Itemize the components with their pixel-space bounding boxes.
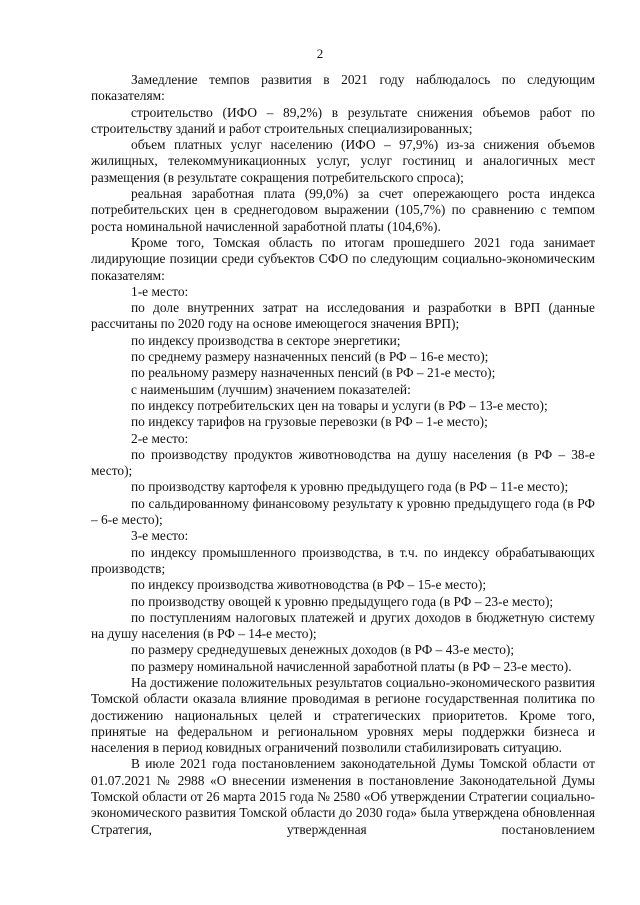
- list-item: по среднему размеру назначенных пенсий (в РФ – 16-е место);: [131, 349, 489, 365]
- list-item: по индексу производства животноводства (в РФ – 15-е место);: [131, 577, 487, 593]
- list-item: по производству картофеля к уровню предыдущего года (в РФ – 11-е место);: [131, 479, 569, 495]
- list-item: по индексу тарифов на грузовые перевозки (в РФ – 1-е место);: [131, 414, 488, 430]
- list-item: по размеру номинальной начисленной заработной платы (в РФ – 23-е место).: [131, 658, 572, 674]
- paragraph: строительство (ИФО – 89,2%) в результате снижения объемов работ по строительству зданий и работ строительных специализированных;: [91, 104, 595, 136]
- list-item: по реальному размеру назначенных пенсий (в РФ – 21-е место);: [131, 365, 496, 381]
- list-item: с наименьшим (лучшим) значением показателей:: [131, 381, 411, 397]
- list-item: по производству овощей к уровню предыдущего года (в РФ – 23-е место);: [131, 593, 554, 609]
- paragraph: Замедление темпов развития в 2021 году наблюдалось по следующим показателям:: [91, 72, 595, 104]
- document-body: [91, 72, 595, 838]
- list-item: по поступлениям налоговых платежей и других доходов в бюджетную систему на душу населения (в РФ – 14-е место);: [91, 609, 595, 642]
- paragraph: объем платных услуг населению (ИФО – 97,9%) из-за снижения объемов жилищных, телекоммуникационных услуг, услуг гостиниц и аналогичных мест размещения (в результате сокращения потребительского спроса);: [91, 137, 595, 185]
- list-item: по индексу потребительских цен на товары и услуги (в РФ – 13-е место);: [131, 397, 548, 413]
- list-item: по индексу производства в секторе энергетики;: [131, 332, 401, 348]
- list-heading: 1-е место:: [131, 283, 189, 299]
- list-item: по производству продуктов животноводства на душу населения (в РФ – 38-е место);: [91, 446, 595, 479]
- paragraph: В июле 2021 года постановлением законодательной Думы Томской области от 01.07.2021 № 2988 «О внесении изменения в постановление Законодательной Думы Томской области от 26 марта 2015 года № 2580 «Об утверждении Стратегии социально-экономического развития Томской области до 2030 года» была утверждена обновленная Стратегия, утвержденная постановлением: [91, 756, 595, 837]
- list-item: по индексу промышленного производства, в т.ч. по индексу обрабатывающих производств;: [91, 544, 595, 576]
- page-number: 2: [316, 46, 324, 61]
- list-heading: 3-е место:: [131, 528, 189, 544]
- paragraph: На достижение положительных результатов социально-экономического развития Томской области оказала влияние проводимая в регионе государственная политика по достижению национальных целей и стратегических приоритетов. Кроме того, принятые на федеральном и региональном уровнях меры поддержки бизнеса и населения в период ковидных ограничений позволили стабилизировать ситуацию.: [91, 674, 595, 756]
- list-item: по сальдированному финансовому результату к уровню предыдущего года (в РФ – 6-е место);: [91, 495, 595, 528]
- list-item: по размеру среднедушевых денежных доходов (в РФ – 43-е место);: [131, 642, 515, 658]
- list-item: по доле внутренних затрат на исследования и разработки в ВРП (данные рассчитаны по 2020 году на основе имеющегося значения ВРП);: [91, 300, 595, 332]
- list-heading: 2-е место:: [131, 430, 189, 446]
- paragraph: реальная заработная плата (99,0%) за счет опережающего роста индекса потребительских цен в среднегодовом выражении (105,7%) по сравнению с темпом роста номинальной начисленной заработной платы (104,6%).: [91, 186, 595, 234]
- paragraph: Кроме того, Томская область по итогам прошедшего 2021 года занимает лидирующие позиции среди субъектов СФО по следующим социально-экономическим показателям:: [91, 234, 595, 283]
